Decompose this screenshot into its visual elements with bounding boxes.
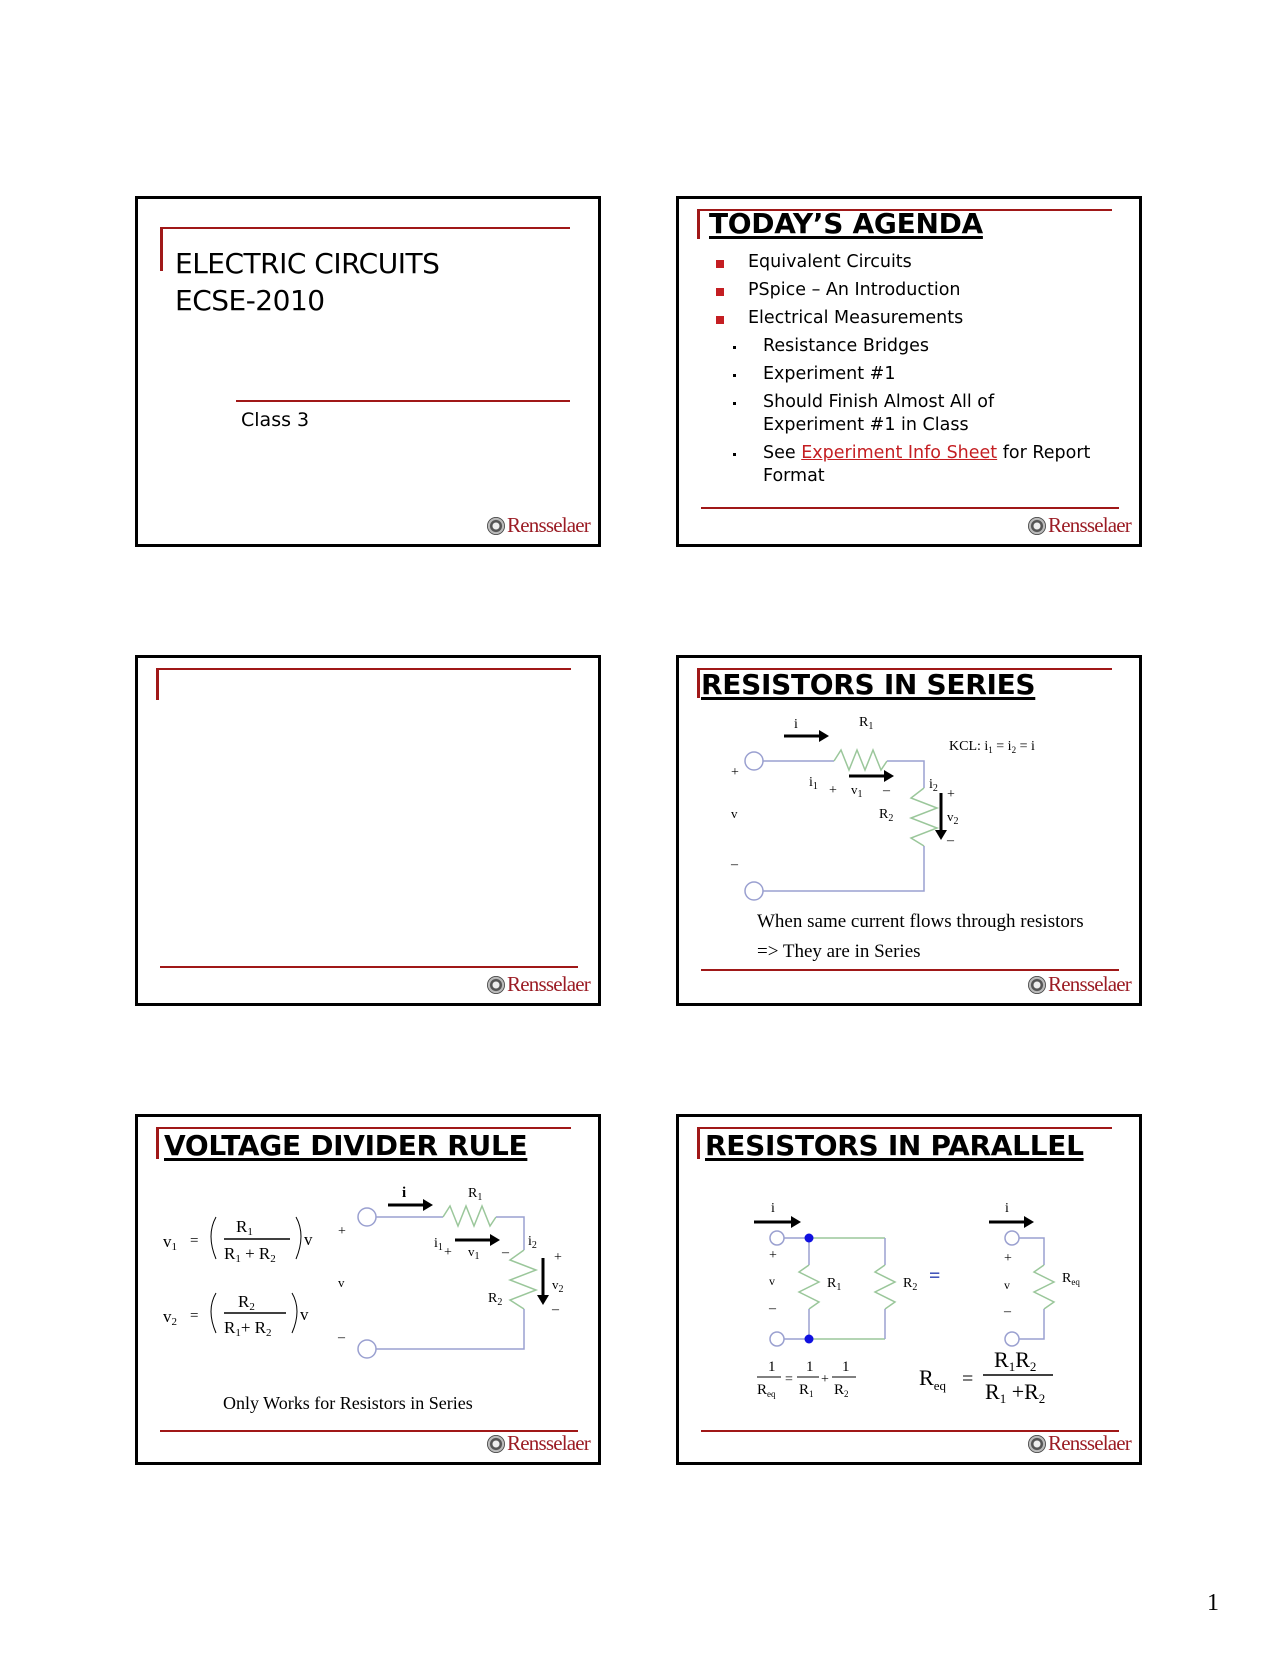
svg-text:1: 1 [806, 1359, 814, 1375]
svg-text:R2: $R_2$ [488, 1291, 503, 1308]
svg-text:i: i [794, 717, 798, 732]
svg-text:–: – [1004, 1304, 1011, 1319]
series-caption-line1: When same current flows through resistors [757, 911, 1084, 932]
svg-text:i: i [402, 1185, 407, 1201]
svg-text:R2: $R_2$ [879, 807, 894, 824]
svg-text:+: + [444, 1245, 452, 1260]
svg-text:=: = [929, 1265, 941, 1287]
slide-heading: RESISTORS IN PARALLEL [705, 1129, 1084, 1162]
slide-agenda [676, 196, 1142, 547]
svg-text:=: = [785, 1372, 793, 1387]
voltage-divider-caption: Only Works for Resistors in Series [223, 1393, 473, 1413]
agenda-list [711, 251, 1131, 493]
agenda-subitem: Resistance Bridges [711, 335, 1131, 358]
seal-icon [1028, 976, 1046, 994]
accent-line-top [156, 668, 571, 670]
rensselaer-logo: Rensselaer [487, 1431, 590, 1456]
seal-icon [487, 976, 505, 994]
svg-text:v1: $v_1$ [468, 1244, 480, 1262]
slide-blank [135, 655, 601, 1006]
course-title [175, 245, 439, 319]
svg-text:+: + [769, 1248, 777, 1263]
rensselaer-logo: Rensselaer [487, 972, 590, 997]
seal-icon [1028, 1435, 1046, 1453]
svg-text:v: v [1004, 1278, 1010, 1292]
svg-text:v: v [731, 806, 738, 821]
svg-text:Req: $R_{eq}$ [757, 1382, 776, 1399]
slide-heading: RESISTORS IN SERIES [701, 668, 1036, 701]
svg-text:v2: $v_2$ [552, 1277, 564, 1295]
rensselaer-logo: Rensselaer [1028, 1431, 1131, 1456]
svg-text:Req: $R_{eq}$ [919, 1365, 946, 1393]
svg-text:=: = [190, 1233, 199, 1249]
seal-icon [1028, 517, 1046, 535]
accent-line-bottom [701, 969, 1119, 971]
page-number: 1 [1207, 1590, 1219, 1616]
svg-text:+: + [1004, 1251, 1012, 1266]
svg-text:+: + [947, 787, 955, 802]
svg-text:R1: $R_1$ [799, 1382, 814, 1399]
series-caption-line2: => They are in Series [757, 941, 921, 962]
agenda-heading: TODAY’S AGENDA [709, 207, 983, 240]
accent-line-bottom [701, 507, 1119, 509]
svg-text:+: + [731, 765, 739, 780]
class-subtitle: Class 3 [241, 409, 310, 431]
svg-text:–: – [883, 783, 890, 798]
svg-text:R1: $R_1$ [859, 715, 874, 732]
rensselaer-logo: Rensselaer [1028, 513, 1131, 538]
svg-text:Req: $R_{eq}$ [1062, 1271, 1080, 1287]
rensselaer-logo: Rensselaer [1028, 972, 1131, 997]
slide-resistors-parallel [676, 1114, 1142, 1465]
accent-line-bottom [160, 966, 578, 968]
svg-text:v1: v1 [163, 1232, 177, 1253]
slide-voltage-divider [135, 1114, 601, 1465]
svg-text:v: v [769, 1274, 775, 1288]
svg-text:+: + [554, 1250, 562, 1265]
rensselaer-logo: Rensselaer [487, 513, 590, 538]
svg-text:=: = [962, 1368, 974, 1390]
svg-text:i: i [771, 1201, 775, 1216]
svg-text:R2: $R_2$ [903, 1276, 918, 1293]
svg-text:v2: $v_2$ [947, 809, 959, 827]
accent-line-top [160, 227, 570, 229]
svg-text:R1: $R_1$ [827, 1276, 842, 1293]
agenda-subitem: See Experiment Info Sheet for Report Format [711, 442, 1093, 488]
svg-text:–: – [502, 1245, 509, 1260]
agenda-subitem: Should Finish Almost All of Experiment #1 in Class [711, 391, 1093, 437]
svg-text:v: v [304, 1230, 313, 1249]
slide-title [135, 196, 601, 547]
svg-text:+: + [829, 783, 837, 798]
svg-text:R1 +R2: R1 +R2 [985, 1379, 1046, 1406]
seal-icon [487, 1435, 505, 1453]
svg-text:R1R2: R1R2 [994, 1347, 1037, 1374]
seal-icon [487, 517, 505, 535]
agenda-subitem: Experiment #1 [711, 363, 1131, 386]
svg-text:i2: $i_2$ [929, 777, 938, 794]
slide-heading: VOLTAGE DIVIDER RULE [164, 1129, 528, 1162]
svg-text:–: – [552, 1302, 559, 1317]
title-line: ELECTRIC CIRCUITS [175, 247, 440, 280]
agenda-item: PSpice – An Introduction [711, 279, 1131, 302]
slide-resistors-series [676, 655, 1142, 1006]
svg-text:v: v [338, 1275, 345, 1290]
agenda-item: Electrical Measurements [711, 307, 1131, 330]
svg-text:v1: $v_1$ [851, 782, 863, 800]
svg-text:v: v [300, 1305, 309, 1324]
svg-text:R1: $R_1$ [468, 1186, 483, 1203]
svg-text:=: = [190, 1308, 199, 1324]
svg-text:+: + [821, 1372, 829, 1387]
svg-text:–: – [947, 833, 954, 848]
svg-text:KCL: i1 = i2 = i: KCL: $i_1 = i_2 = i$ [949, 739, 1035, 755]
accent-line-left [160, 227, 163, 271]
svg-text:i: i [1005, 1201, 1009, 1216]
course-code: ECSE-2010 [175, 284, 325, 317]
svg-text:i1: $i_1$ [434, 1236, 443, 1253]
agenda-item: Equivalent Circuits [711, 251, 1131, 274]
svg-text:v2: v2 [163, 1307, 177, 1328]
svg-text:R2: R2 [238, 1292, 255, 1313]
subtitle-divider [236, 400, 570, 402]
svg-text:R1+ R2: R1+ R2 [224, 1318, 272, 1339]
svg-text:i1: $i_1$ [809, 775, 818, 792]
svg-text:R2: $R_2$ [834, 1382, 849, 1399]
svg-text:i2: $i_2$ [528, 1234, 537, 1251]
experiment-info-sheet-link[interactable]: Experiment Info Sheet [801, 443, 998, 463]
svg-text:1: 1 [842, 1359, 850, 1375]
accent-line-left [156, 668, 159, 700]
svg-text:1: 1 [768, 1359, 776, 1375]
svg-text:–: – [731, 857, 738, 872]
svg-text:–: – [769, 1301, 776, 1316]
svg-text:R1 + R2: R1 + R2 [224, 1244, 276, 1265]
accent-line-left [697, 209, 700, 239]
svg-text:+: + [338, 1224, 346, 1239]
parallel-circuit-diagram [679, 1117, 1139, 1462]
svg-text:R1: R1 [236, 1217, 253, 1238]
svg-text:–: – [338, 1330, 345, 1345]
